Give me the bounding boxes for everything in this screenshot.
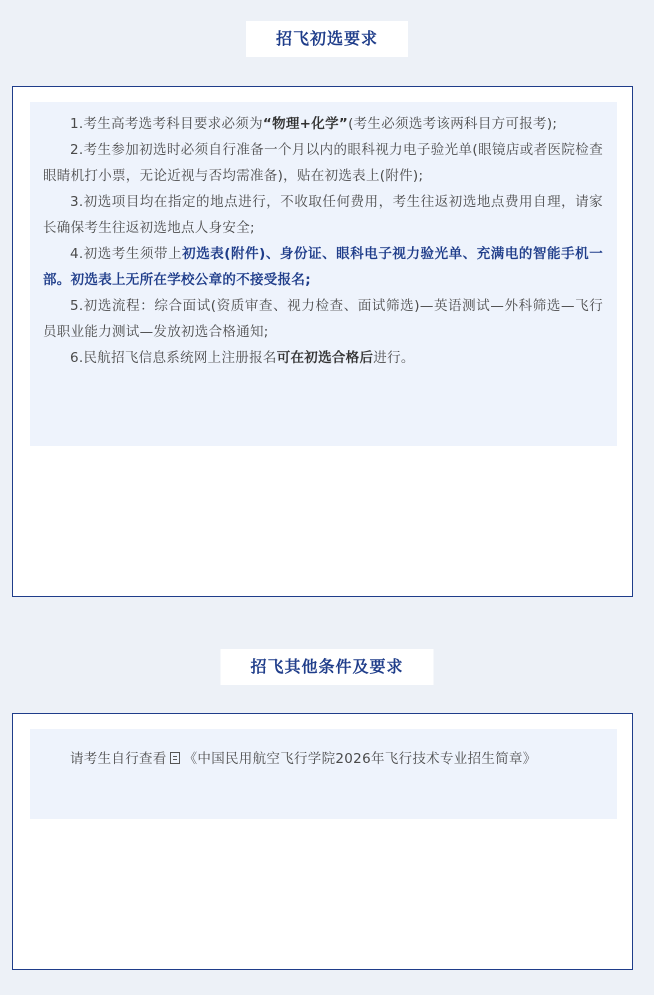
requirement-item-4-highlight: 初选表(附件)、身份证、眼科电子视力验光单、充满电的智能手机一部。初选表上无所在学校公章的不接受报名; [43,246,603,288]
requirement-item-1 [43,111,603,137]
other-conditions-prefix: 请考生自行查看 [70,751,167,767]
section-title-initial-requirements: 招飞初选要求 [246,21,408,57]
requirement-item-6-text-end: 进行。 [373,350,415,366]
requirement-item-1-text: 1.考生高考选考科目要求必须为 [70,116,263,132]
section-title-other-conditions: 招飞其他条件及要求 [220,649,433,685]
requirement-item-3-text: 3.初选项目均在指定的地点进行，不收取任何费用，考生往返初选地点费用自理，请家长确保考生往返初选地点人身安全; [43,194,603,236]
requirement-item-1-emphasis: “物理+化学” [262,116,349,132]
initial-requirements-content [30,102,617,446]
document-icon [170,752,180,764]
brochure-link[interactable]: 《中国民用航空飞行学院2026年飞行技术专业招生简章》 [183,751,537,767]
requirement-item-1-text-end: (考生必须选考该两科目方可报考); [348,116,558,132]
requirement-item-2 [43,137,603,189]
other-conditions-card [12,713,633,970]
requirement-item-6 [43,345,603,371]
requirement-item-6-emphasis: 可在初选合格后 [276,350,374,366]
requirement-item-4 [43,241,603,293]
requirement-item-5-text: 5.初选流程：综合面试(资质审查、视力检查、面试筛选)—英语测试—外科筛选—飞行员职业能力测试—发放初选合格通知; [43,298,603,340]
requirement-item-4-text: 4.初选考生须带上 [70,246,183,262]
requirement-item-3 [43,189,603,241]
requirement-item-2-text: 2.考生参加初选时必须自行准备一个月以内的眼科视力电子验光单(眼镜店或者医院检查眼睛机打小票，无论近视与否均需准备)，贴在初选表上(附件); [43,142,603,184]
requirement-item-5 [43,293,603,345]
other-conditions-text [43,746,603,772]
initial-requirements-card [12,86,633,597]
requirement-item-6-text: 6.民航招飞信息系统网上注册报名 [70,350,277,366]
other-conditions-content [30,729,617,819]
